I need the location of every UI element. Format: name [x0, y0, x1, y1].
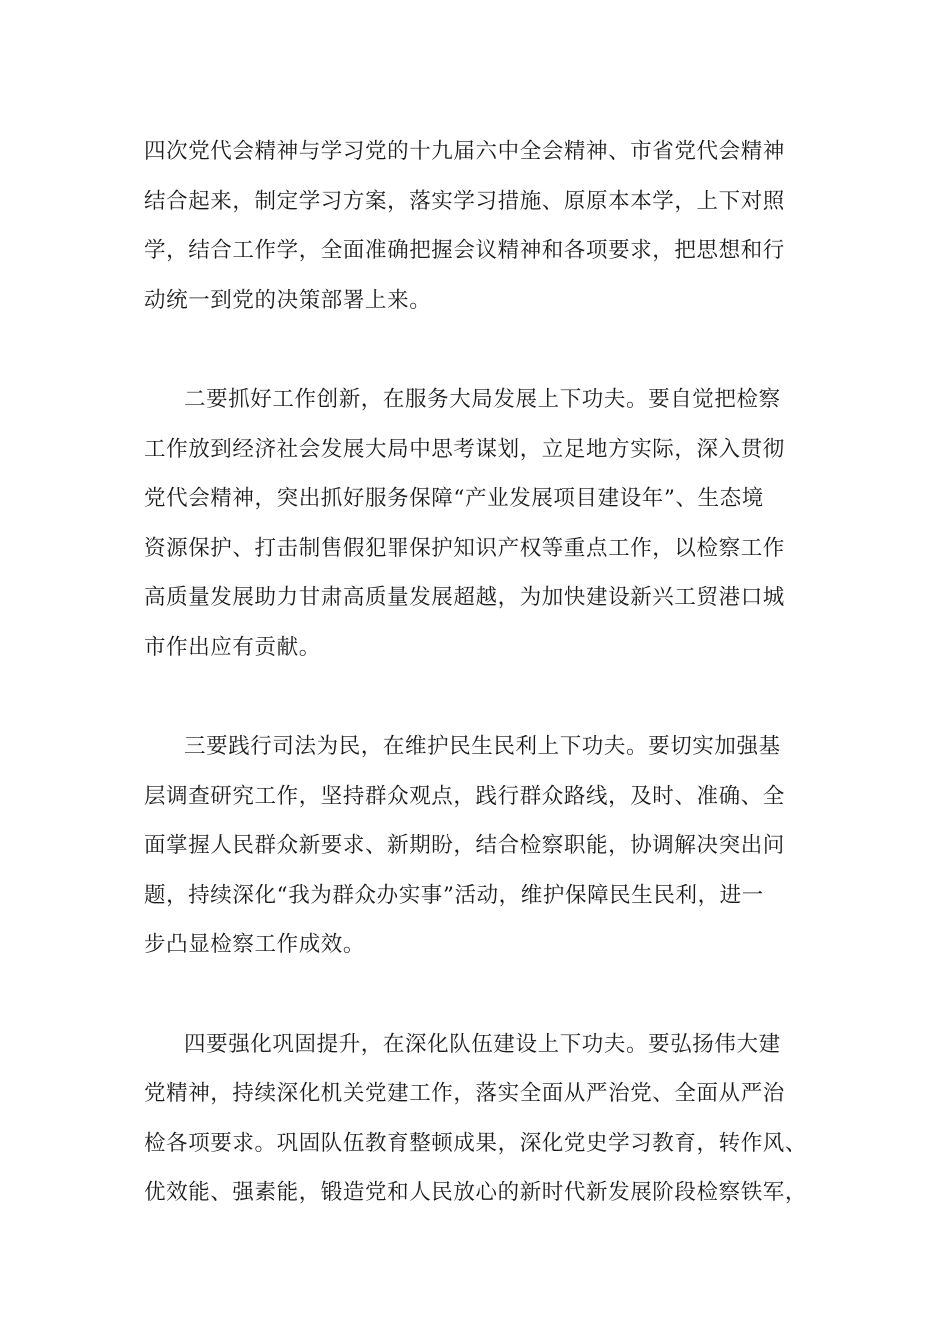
paragraph-2-line-1: 二要抓好工作创新，在服务大局发展上下功夫。要自觉把检察 [184, 387, 781, 412]
paragraph-4-line-3: 检各项要求。巩固队伍教育整顿成果，深化党史学习教育，转作风、 [144, 1131, 808, 1156]
paragraph-1-line-3: 学，结合工作学，全面准确把握会议精神和各项要求，把思想和行 [144, 238, 785, 263]
paragraph-3-line-2: 层调查研究工作，坚持群众观点，践行群众路线，及时、准确、全 [144, 784, 785, 809]
paragraph-3-line-4: 题，持续深化“我为群众办实事”活动，维护保障民生民利，进一 [144, 883, 764, 908]
paragraph-3-line-1: 三要践行司法为民，在维护民生民利上下功夫。要切实加强基 [184, 734, 781, 759]
paragraph-1-line-4: 动统一到党的决策部署上来。 [144, 288, 432, 313]
paragraph-3-line-3: 面掌握人民群众新要求、新期盼，结合检察职能，协调解决突出问 [144, 833, 785, 858]
paragraph-4-line-2: 党精神，持续深化机关党建工作，落实全面从严治党、全面从严治 [144, 1081, 785, 1106]
paragraph-2-line-4: 资源保护、打击制售假犯罪保护知识产权等重点工作，以检察工作 [144, 536, 785, 561]
paragraph-3-line-5: 步凸显检察工作成效。 [144, 932, 366, 957]
paragraph-2-line-2: 工作放到经济社会发展大局中思考谋划，立足地方实际，深入贯彻 [144, 437, 785, 462]
paragraph-2-line-6: 市作出应有贡献。 [144, 635, 321, 660]
paragraph-1-line-2: 结合起来，制定学习方案，落实学习措施、原原本本学，上下对照 [144, 189, 785, 214]
paragraph-2-line-5: 高质量发展助力甘肃高质量发展超越，为加快建设新兴工贸港口城 [144, 585, 785, 610]
paragraph-4-line-1: 四要强化巩固提升，在深化队伍建设上下功夫。要弘扬伟大建 [184, 1032, 781, 1057]
paragraph-4-line-4: 优效能、强素能，锻造党和人民放心的新时代新发展阶段检察铁军， [144, 1180, 808, 1205]
paragraph-1-line-1: 四次党代会精神与学习党的十九届六中全会精神、市省党代会精神 [144, 139, 785, 164]
paragraph-2-line-3: 党代会精神，突出抓好服务保障“产业发展项目建设年”、生态境 [144, 486, 764, 511]
